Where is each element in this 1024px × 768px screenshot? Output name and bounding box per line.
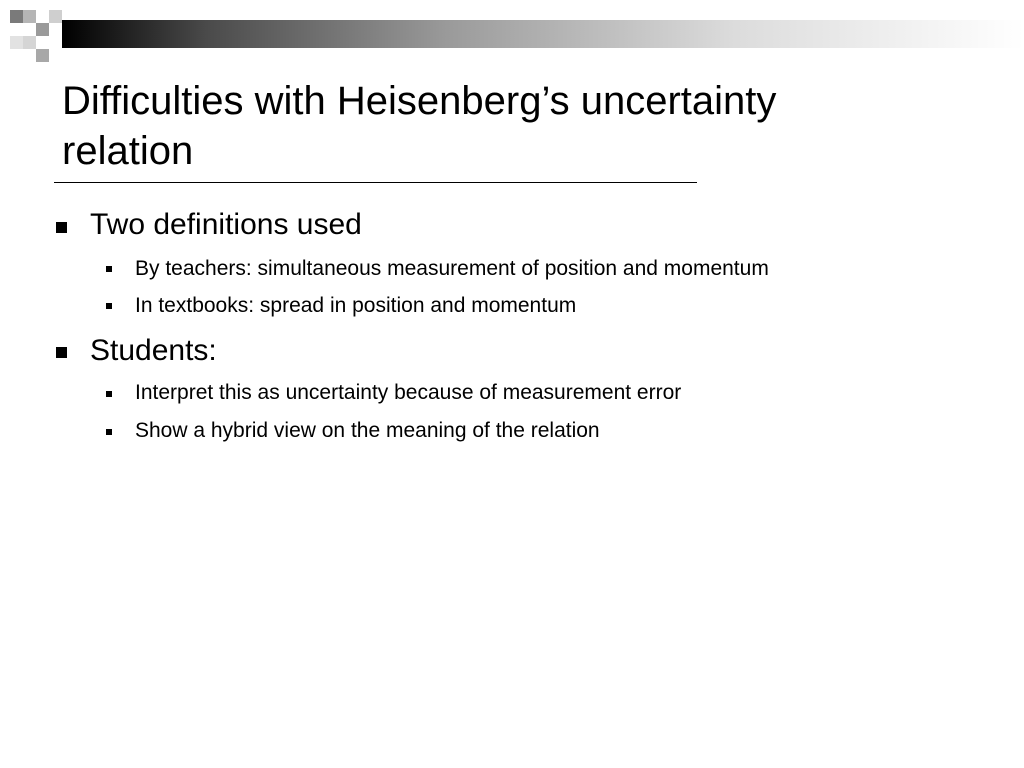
title-line-1: Difficulties with Heisenberg’s uncertainty [62, 79, 777, 123]
title-line-2: relation [62, 129, 194, 173]
bullet-square-icon [56, 222, 67, 233]
bullet-item: Two definitions used [90, 208, 362, 241]
sub-bullet-item: Show a hybrid view on the meaning of the relation [135, 419, 600, 442]
sub-bullet-square-icon [106, 391, 112, 397]
sub-bullet-item: By teachers: simultaneous measurement of position and momentum [135, 257, 769, 280]
bullet-square-icon [56, 347, 67, 358]
bullet-item: Students: [90, 334, 217, 367]
sub-bullet-square-icon [106, 266, 112, 272]
sub-bullet-square-icon [106, 303, 112, 309]
sub-bullet-square-icon [106, 429, 112, 435]
sub-bullet-item: In textbooks: spread in position and momentum [135, 294, 577, 317]
sub-bullet-item: Interpret this as uncertainty because of measurement error [135, 381, 682, 404]
